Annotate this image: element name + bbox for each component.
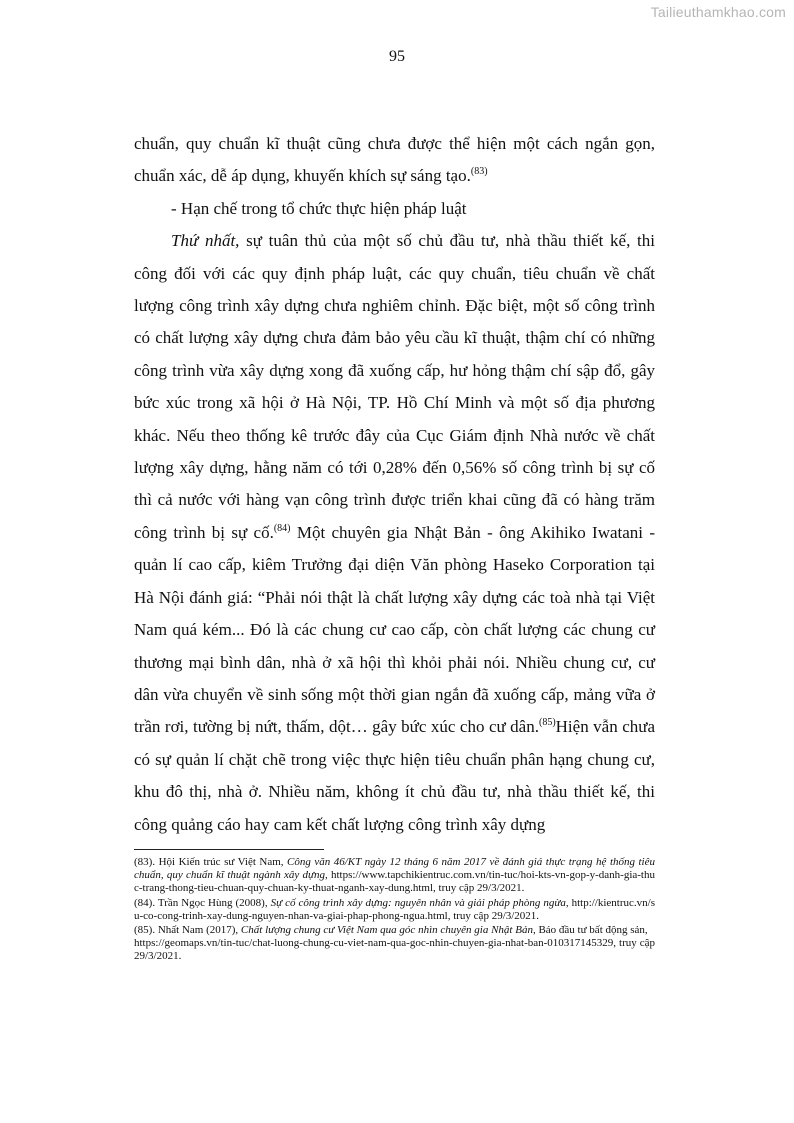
footnote-separator — [134, 849, 324, 850]
paragraph-text: sự tuân thủ của một số chủ đầu tư, nhà thầu thiết kế, thi công đối với các quy định pháp luật, các quy chuẩn, tiêu chuẩn về chất lượng công trình xây dựng chưa nghiêm chỉnh. Đặc biệt, một số công trình có chất lượng xây dựng chưa đảm bảo yêu cầu kĩ thuật, thậm chí có những công trình vừa xây dựng xong đã xuống cấp, hư hỏng thậm chí sập đổ, gây bức xúc trong xã hội ở Hà Nội, TP. Hồ Chí Minh và một số địa phương khác. Nếu theo thống kê trước đây của Cục Giám định Nhà nước về chất lượng xây dựng, hằng năm có tới 0,28% đến 0,56% số công trình bị sự cố thì cả nước với hàng vạn công trình được triển khai cũng đã có hàng trăm công trình bị sự cố. — [134, 231, 655, 542]
footnote-title: Chất lượng chung cư Việt Nam qua góc nhìn chuyên gia Nhật Bản — [240, 924, 533, 937]
footnote-source: , Báo đầu tư bất động sản, — [532, 924, 648, 937]
footnote-prefix: (83). Hội Kiến trúc sư Việt Nam, — [134, 856, 288, 868]
footnotes — [134, 856, 655, 965]
footnote-prefix: (85). Nhất Nam (2017), — [134, 924, 241, 937]
page-number: 95 — [389, 48, 405, 65]
footnote-source[interactable]: , http://kientruc.vn/su-co-cong-trinh-xay-dung-nguyen-nhan-va-giai-phap-phong-ngua.html, truy cập 29/3/2021. — [134, 896, 655, 922]
footnote-ref[interactable]: (84) — [273, 522, 291, 534]
section-heading: - Hạn chế trong tổ chức thực hiện pháp luật — [171, 198, 467, 218]
paragraph-text: chuẩn, quy chuẩn kĩ thuật cũng chưa được thể hiện một cách ngắn gọn, chuẩn xác, dễ áp dụng, khuyến khích sự sáng tạo. — [134, 134, 655, 186]
footnote-url[interactable]: https://geomaps.vn/tin-tuc/chat-luong-chung-cu-viet-nam-qua-goc-nhin-chuyen-gia-nhat-ban-010317145329, truy cập 29/3/2021. — [134, 937, 655, 963]
body-text — [134, 128, 655, 841]
footnote-title: Công văn 46/KT ngày 12 tháng 6 năm 2017 về đánh giá thực trạng hệ thống tiêu chuẩn, quy chuẩn kĩ thuật ngành xây dựng — [134, 856, 655, 882]
footnote-source[interactable]: , https://www.tapchikientruc.com.vn/tin-tuc/hoi-kts-vn-gop-y-danh-gia-thuc-trang-thong-tieu-chuan-quy-chuan-ky-thuat-nganh-xay-dung.html, truy cập 29/3/2021. — [134, 869, 655, 895]
footnote-83 — [134, 856, 655, 896]
paragraph-lead: Thứ nhất, — [171, 231, 240, 251]
footnote-84 — [134, 897, 655, 923]
footnote-prefix: (84). Trần Ngọc Hùng (2008), — [134, 896, 271, 909]
paragraph-text: Một chuyên gia Nhật Bản - ông Akihiko Iwatani - quản lí cao cấp, kiêm Trưởng đại diện Văn phòng Haseko Corporation tại Hà Nội đánh giá: “Phải nói thật là chất lượng xây dựng các toà nhà tại Việt Nam quá kém... Đó là các chung cư cao cấp, còn chất lượng các chung cư thương mại bình dân, nhà ở xã hội thì khỏi phải nói. Nhiều chung cư, cư dân vừa chuyển về sinh sống một thời gian ngắn đã xuống cấp, mảng vữa ở trần rơi, tường bị nứt, thấm, dột… gây bức xúc cho cư dân. — [134, 522, 655, 737]
footnote-85 — [134, 924, 655, 964]
watermark: Tailieuthamkhao.com — [650, 4, 786, 20]
paragraph-text: Hiện vẫn chưa có sự quản lí chặt chẽ trong việc thực hiện tiêu chuẩn phân hạng chung cư, khu đô thị, nhà ở. Nhiều năm, không ít chủ đầu tư, nhà thầu thiết kế, thi công quảng cáo hay cam kết chất lượng công trình xây dựng — [134, 717, 655, 834]
paragraph-3 — [134, 225, 655, 841]
footnote-ref[interactable]: (83) — [470, 166, 488, 178]
footnote-ref[interactable]: (85) — [538, 717, 556, 729]
paragraph-1 — [134, 128, 655, 193]
footnote-title: Sự cố công trình xây dựng: nguyên nhân và giải pháp phòng ngừa — [270, 896, 566, 909]
